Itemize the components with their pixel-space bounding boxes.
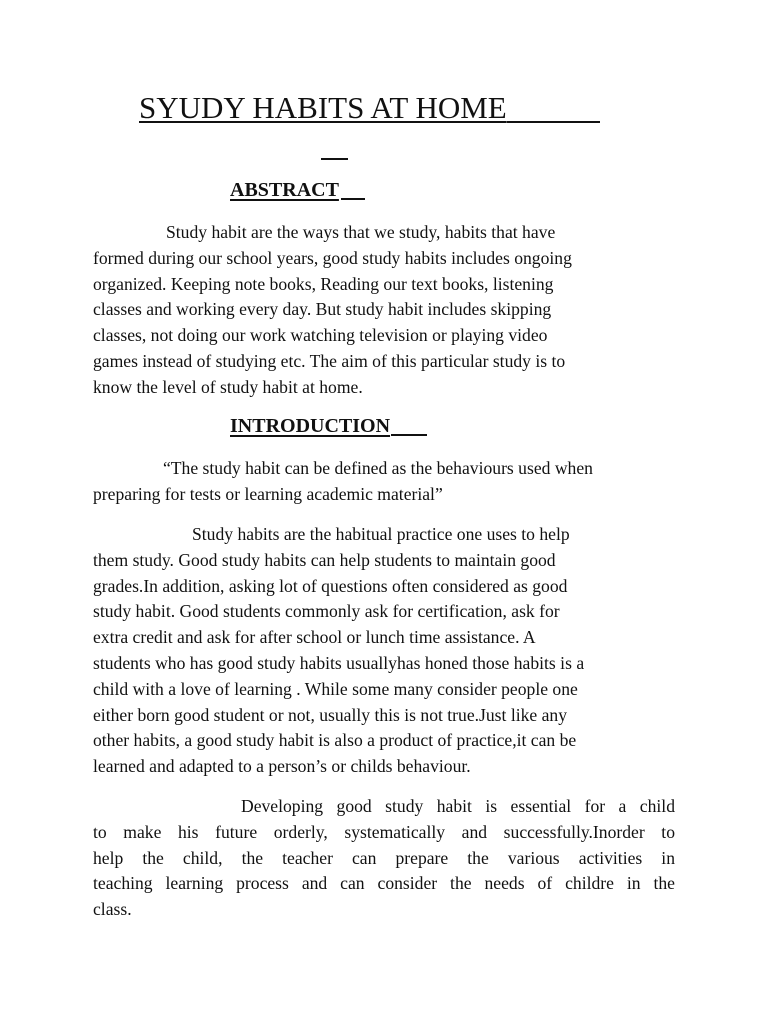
text-line: classes and working every day. But study habit includes skipping bbox=[93, 299, 552, 320]
text-line: organized. Keeping note books, Reading our text books, listening bbox=[93, 273, 554, 294]
text-line: teaching learning process and can consider the needs of childre in the bbox=[93, 873, 675, 894]
introduction-heading-rule bbox=[391, 434, 427, 436]
title-dash-rule bbox=[321, 158, 348, 160]
abstract-heading-rule bbox=[341, 198, 365, 200]
introduction-heading-text: INTRODUCTION bbox=[230, 415, 391, 437]
text-line: to make his future orderly, systematically and successfully.Inorder to bbox=[93, 821, 675, 842]
text-line: preparing for tests or learning academic material” bbox=[93, 483, 443, 504]
study-habits-paragraph bbox=[93, 522, 683, 780]
text-line: students who has good study habits usuallyhas honed those habits is a bbox=[93, 652, 585, 673]
abstract-heading-text: ABSTRACT bbox=[230, 179, 339, 201]
developing-habits-paragraph bbox=[93, 794, 675, 923]
abstract-paragraph bbox=[93, 220, 683, 401]
text-line: know the level of study habit at home. bbox=[93, 376, 363, 397]
text-line: learned and adapted to a person’s or childs behaviour. bbox=[93, 756, 471, 777]
text-line: either born good student or not, usually this is not true.Just like any bbox=[93, 704, 568, 725]
introduction-heading bbox=[230, 413, 427, 439]
text-line: child with a love of learning . While some many consider people one bbox=[93, 678, 578, 699]
title-text: SYUDY HABITS AT HOME bbox=[139, 90, 507, 125]
text-line: other habits, a good study habit is also a product of practice,it can be bbox=[93, 730, 577, 751]
text-line: study habit. Good students commonly ask for certification, ask for bbox=[93, 601, 560, 622]
text-line: “The study habit can be defined as the behaviours used when bbox=[163, 458, 593, 478]
text-line: help the child, the teacher can prepare the various activities in bbox=[93, 847, 675, 868]
document-title bbox=[139, 88, 679, 128]
text-line: formed during our school years, good study habits includes ongoing bbox=[93, 247, 572, 268]
abstract-heading bbox=[230, 177, 365, 203]
title-underline-rule bbox=[507, 121, 600, 123]
text-line: classes, not doing our work watching television or playing video bbox=[93, 325, 548, 346]
text-line: games instead of studying etc. The aim of this particular study is to bbox=[93, 350, 566, 371]
text-line: grades.In addition, asking lot of questions often considered as good bbox=[93, 575, 568, 596]
definition-quote bbox=[93, 456, 683, 508]
text-line: them study. Good study habits can help students to maintain good bbox=[93, 549, 556, 570]
text-line: Study habit are the ways that we study, habits that have bbox=[166, 222, 556, 242]
text-line: Study habits are the habitual practice one uses to help bbox=[192, 524, 570, 544]
text-line: Developing good study habit is essential for a child bbox=[241, 796, 675, 816]
text-line: class. bbox=[93, 899, 132, 920]
text-line: extra credit and ask for after school or lunch time assistance. A bbox=[93, 627, 536, 648]
